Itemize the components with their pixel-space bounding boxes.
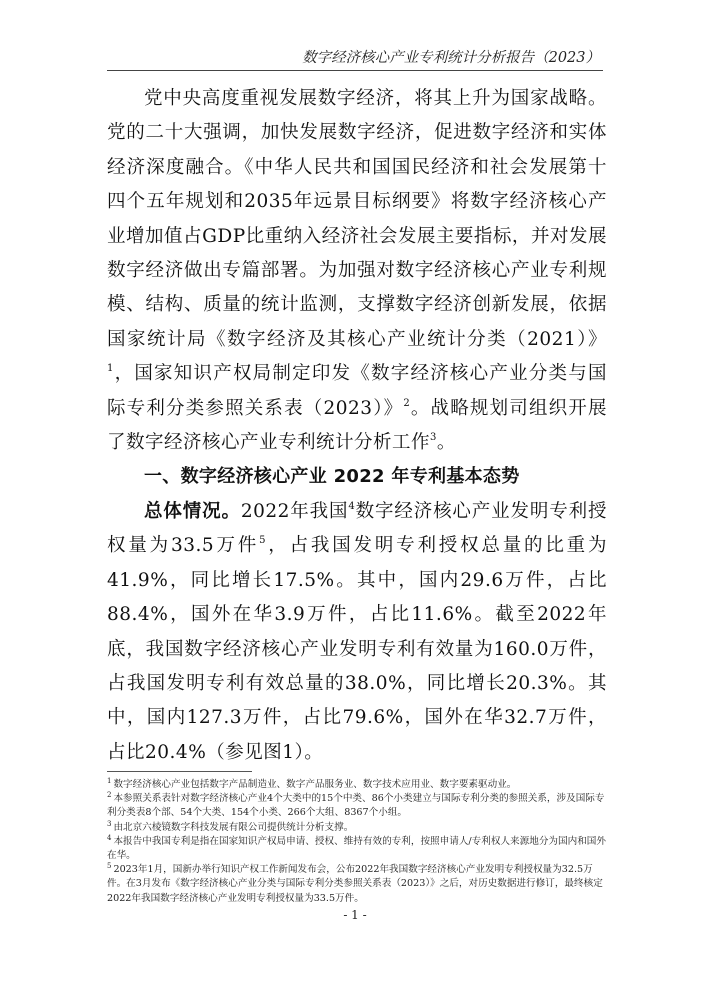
intro-text-4: 。 xyxy=(436,432,456,454)
footnote-number: 1 xyxy=(107,777,112,785)
footnote-text: 本参照关系表针对数字经济核心产业4个大类中的15个中类、86个小类建立与国际专利分类的参照关系，涉及国际专利分类表8个部、54个大类、154个小类、266个大组、8367个小组。 xyxy=(107,793,605,819)
overview-paragraph xyxy=(107,495,607,770)
overview-text-2: 数字经济核心产业发明专利授权量为33.5万件 xyxy=(107,500,607,557)
header-divider xyxy=(107,70,603,71)
footnote-ref-1[interactable]: 1 xyxy=(107,363,114,375)
footnote-4 xyxy=(107,835,607,863)
intro-text-1: 党中央高度重视发展数字经济，将其上升为国家战略。党的二十大强调，加快发展数字经济，促进数字经济和实体经济深度融合。《中华人民共和国国民经济和社会发展第十四个五年规划和2035年远景目标纲要》将数字经济核心产业增加值占GDP比重纳入经济社会发展主要指标，并对发展数字经济做出专篇部署。为加强对数字经济核心产业专利规模、结构、质量的统计监测，支撑数字经济创新发展，依据国家统计局《数字经济及其核心产业统计分类（2021）》 xyxy=(107,88,607,350)
footnote-ref-5[interactable]: 5 xyxy=(259,535,266,547)
footnote-ref-4[interactable]: 4 xyxy=(348,500,356,512)
footnote-2 xyxy=(107,792,607,820)
footnote-number: 3 xyxy=(107,819,112,828)
footnote-text: 2023年1月，国新办举行知识产权工作新闻发布会，公布2022年我国数字经济核心产业发明专利授权量为32.5万件。在3月发布《数字经济核心产业分类与国际专利分类参照关系表（2023）》之后，对历史数据进行修订，最终核定2022年我国数字经济核心产业发明专利授权量为33.5万件。 xyxy=(107,864,603,904)
footnote-ref-2[interactable]: 2 xyxy=(403,397,411,409)
intro-text-2: ，国家知识产权局制定印发《数字经济核心产业分类与国际专利分类参照关系表（2023）》 xyxy=(107,363,607,419)
intro-paragraph xyxy=(107,82,607,460)
page-number: - 1 - xyxy=(343,908,367,922)
footnote-text: 由北京六棱镜数字科技发展有限公司提供统计分析支撑。 xyxy=(113,821,354,833)
footnote-text: 数字经济核心产业包括数字产品制造业、数字产品服务业、数字技术应用业、数字要素驱动业。 xyxy=(113,779,517,790)
intro-text-3: 。战略规划司组织开展了数字经济核心产业专利统计分析工作 xyxy=(107,397,607,454)
footnote-5 xyxy=(107,863,607,906)
overview-lead: 总体情况。 xyxy=(144,500,241,522)
running-header: 数字经济核心产业专利统计分析报告（2023） xyxy=(302,50,600,66)
footnote-number: 2 xyxy=(107,791,112,800)
footnotes xyxy=(107,778,607,906)
footnote-divider xyxy=(107,771,252,772)
footnote-text: 本报告中我国专利是指在国家知识产权局申请、授权、维持有效的专利，按照申请人/专利权人来源地分为国内和国外在华。 xyxy=(107,835,606,862)
footnote-number: 5 xyxy=(107,862,112,871)
footnote-3 xyxy=(107,821,607,835)
overview-text-1: 2022年我国 xyxy=(240,500,349,522)
document-body xyxy=(107,82,607,770)
overview-text-3: ，占我国发明专利授权总量的比重为41.9%，同比增长17.5%。其中，国内29.6万件，占比88.4%，国外在华3.9万件，占比11.6%。截至2022年底，我国数字经济核心产业发明专利有效量为160.0万件，占我国发明专利有效总量的38.0%，同比增长20.3%。其中，国内127.3万件，占比79.6%，国外在华32.7万件，占比20.4%（参见图1）。 xyxy=(107,535,607,763)
footnote-number: 4 xyxy=(107,833,112,842)
footnote-1 xyxy=(107,778,607,792)
footnote-ref-3[interactable]: 3 xyxy=(430,432,437,444)
section-heading: 一、数字经济核心产业 2022 年专利基本态势 xyxy=(144,466,520,488)
